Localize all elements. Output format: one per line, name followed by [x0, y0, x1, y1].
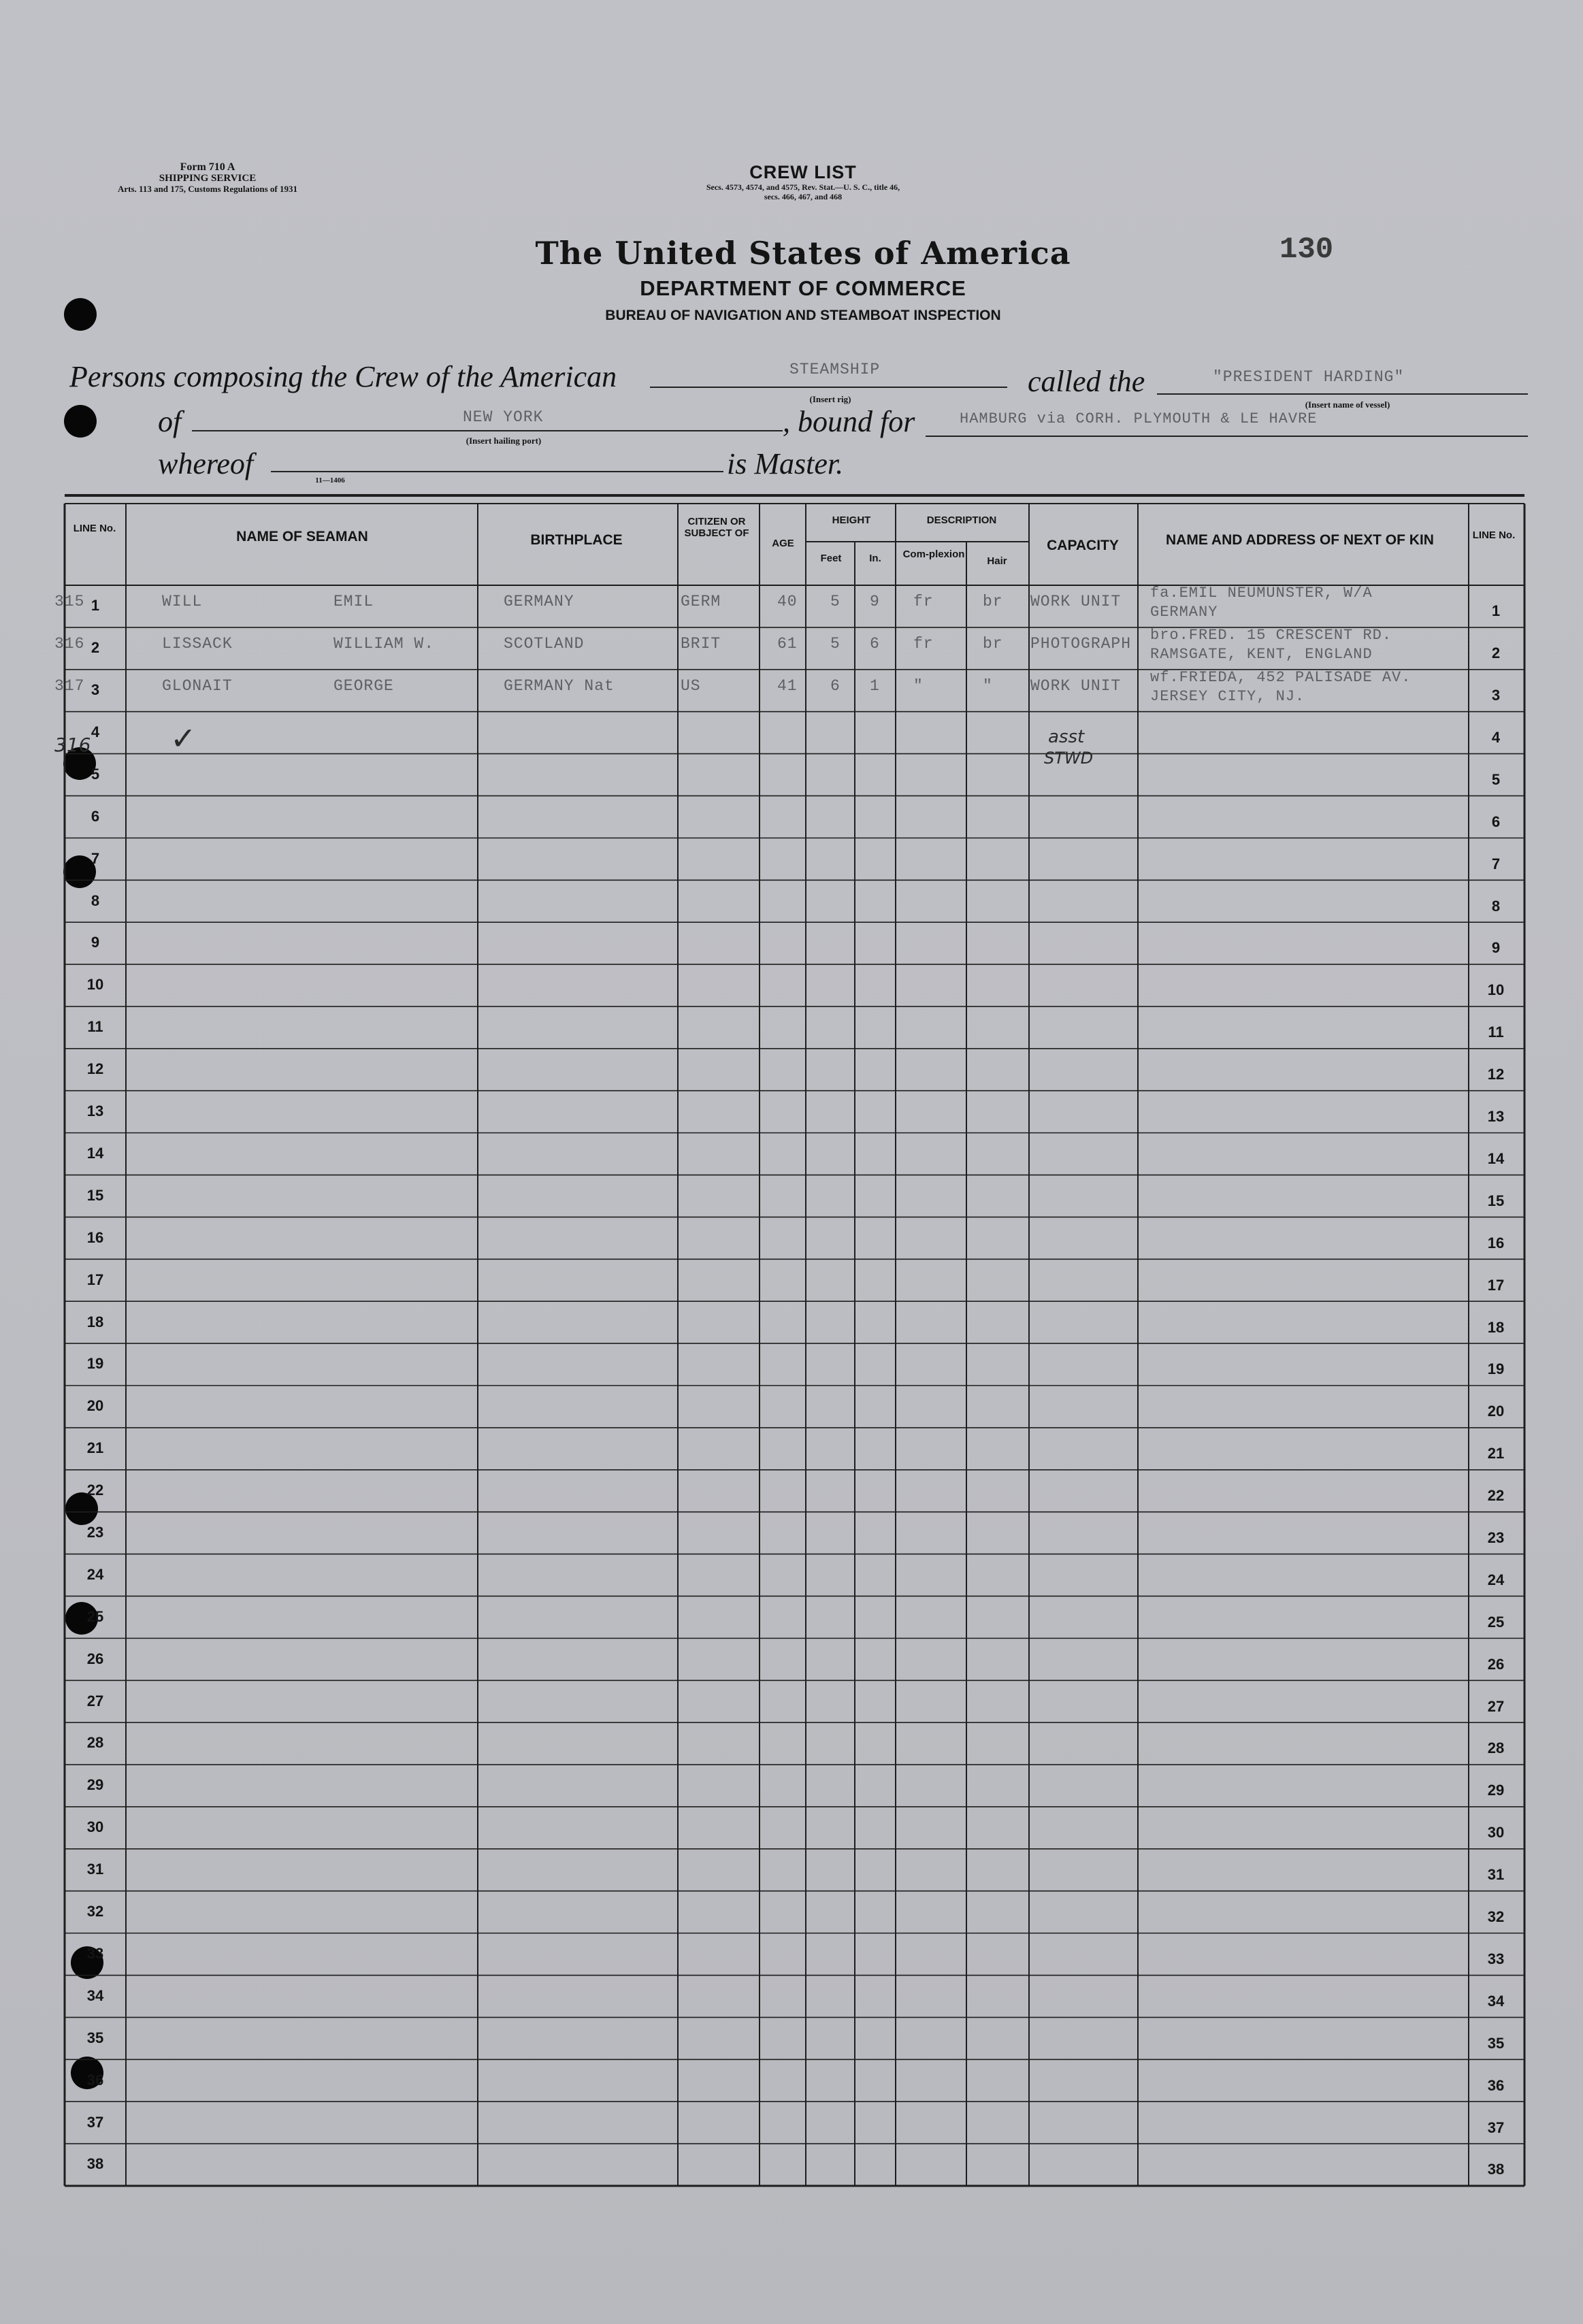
row3-kin-line2: JERSEY CITY, NJ.	[1150, 687, 1305, 705]
of-label: of	[158, 405, 182, 438]
row3-birthplace: GERMANY Nat	[504, 676, 615, 695]
header-inches: In.	[869, 553, 881, 564]
row1-kin-line1: fa.EMIL NEUMUNSTER, W/A	[1150, 585, 1373, 602]
row-number-left: 13	[86, 1102, 104, 1120]
row2-citizen: BRIT	[681, 635, 721, 653]
row-number-right: 34	[1487, 1992, 1505, 2010]
row2-kin-line1: bro.FRED. 15 CRESCENT RD.	[1150, 627, 1392, 644]
persons-label: Persons composing the Crew of the American	[69, 360, 617, 393]
port-value: NEW YORK	[463, 408, 544, 426]
row-number-left: 24	[86, 1565, 104, 1583]
row-number-right: 30	[1487, 1824, 1505, 1842]
header-age: AGE	[772, 538, 794, 549]
row-number-left: 16	[86, 1228, 104, 1246]
bound-label: , bound for	[783, 405, 915, 438]
row-number-left: 19	[86, 1355, 104, 1373]
row4-margin-number: 316	[54, 734, 91, 756]
row-number-right: 36	[1487, 2076, 1505, 2094]
row-number-right: 16	[1487, 1234, 1505, 1251]
row-number-left: 35	[86, 2029, 104, 2046]
row2-margin: 316	[54, 635, 85, 653]
row-number-right: 31	[1487, 1866, 1505, 1884]
form-service: SHIPPING SERVICE	[159, 172, 257, 184]
called-label: called the	[1028, 365, 1145, 398]
row-number-right: 28	[1487, 1739, 1505, 1757]
row1-given: EMIL	[333, 593, 374, 611]
header-description: DESCRIPTION	[926, 514, 997, 526]
row2-capacity: PHOTOGRAPH	[1030, 635, 1132, 653]
stamped-page-number: 130	[1279, 233, 1334, 267]
row1-capacity: WORK UNIT	[1030, 593, 1122, 611]
row3-feet: 6	[830, 676, 841, 695]
row-number-right: 6	[1491, 813, 1501, 830]
row-number-right: 5	[1491, 770, 1501, 788]
row2-birthplace: SCOTLAND	[504, 635, 585, 653]
row4-capacity-line2: STWD	[1044, 749, 1094, 768]
row3-kin-line1: wf.FRIEDA, 452 PALISADE AV.	[1150, 668, 1411, 686]
master-label: is Master.	[727, 447, 844, 480]
row-number-left: 34	[86, 1986, 104, 2004]
row-number-right: 33	[1487, 1950, 1505, 1967]
row-number-right: 27	[1487, 1697, 1505, 1715]
row-number-right: 23	[1487, 1529, 1505, 1546]
row-number-left: 18	[86, 1313, 104, 1330]
header-feet: Feet	[820, 553, 842, 564]
row-number-left: 33	[86, 1944, 104, 1962]
row-number-left: 3	[91, 681, 100, 699]
row2-given: WILLIAM W.	[333, 635, 435, 653]
row-number-left: 4	[91, 723, 100, 740]
row3-age: 41	[777, 676, 798, 695]
row-number-left: 6	[91, 807, 100, 825]
port-hint: (Insert hailing port)	[466, 436, 542, 446]
header-birthplace: BIRTHPLACE	[530, 532, 623, 548]
row-number-left: 17	[86, 1271, 104, 1288]
row-number-right: 2	[1491, 644, 1501, 662]
row-number-right: 10	[1487, 981, 1505, 999]
row-number-right: 8	[1491, 897, 1501, 915]
row-number-left: 9	[91, 934, 100, 951]
row1-surname: WILL	[162, 593, 203, 611]
row4-checkmark: ✓	[170, 720, 197, 757]
row1-margin: 315	[54, 593, 85, 611]
row2-hair: br	[983, 635, 1003, 653]
row-number-left: 22	[86, 1482, 104, 1499]
row4-capacity-line1: asst	[1048, 727, 1085, 747]
header-hair: Hair	[987, 555, 1007, 567]
row-number-left: 8	[91, 891, 100, 909]
row3-margin: 317	[54, 676, 85, 695]
row-number-left: 15	[86, 1186, 104, 1204]
row1-complexion: fr	[913, 593, 934, 611]
row-number-left: 28	[86, 1734, 104, 1752]
row-number-right: 13	[1487, 1108, 1505, 1126]
row-number-left: 32	[86, 1903, 104, 1920]
header-complexion: Com-plexion	[902, 549, 965, 560]
header-line-no: LINE No.	[73, 523, 116, 534]
row3-hair: "	[983, 676, 993, 695]
form-articles: Arts. 113 and 175, Customs Regulations of 1931	[118, 183, 297, 194]
row-number-right: 14	[1487, 1149, 1505, 1167]
row-number-right: 22	[1487, 1487, 1505, 1505]
row1-kin-line2: GERMANY	[1150, 604, 1218, 621]
form-number: Form 710 A	[180, 161, 235, 173]
row-number-left: 12	[86, 1060, 104, 1078]
row3-capacity: WORK UNIT	[1030, 676, 1122, 695]
row3-surname: GLONAIT	[162, 676, 233, 695]
row-number-right: 18	[1487, 1318, 1505, 1336]
row-number-left: 30	[86, 1818, 104, 1836]
row-number-left: 26	[86, 1650, 104, 1667]
row-number-right: 7	[1491, 855, 1501, 872]
row-number-right: 35	[1487, 2034, 1505, 2052]
row-number-left: 37	[86, 2113, 104, 2131]
header-name-of-seaman: NAME OF SEAMAN	[236, 529, 368, 544]
row-number-left: 29	[86, 1776, 104, 1794]
destination-value: HAMBURG via CORH. PLYMOUTH & LE HAVRE	[960, 410, 1318, 427]
print-code: 11—1406	[315, 476, 345, 485]
row3-inches: 1	[870, 676, 880, 695]
statute-sections-2: secs. 466, 467, and 468	[764, 191, 843, 201]
header-citizen: CITIZEN OR SUBJECT OF	[684, 516, 749, 540]
department-heading: DEPARTMENT OF COMMERCE	[640, 276, 966, 300]
row1-birthplace: GERMANY	[504, 593, 574, 611]
row-number-right: 21	[1487, 1445, 1505, 1462]
row2-surname: LISSACK	[162, 635, 233, 653]
row-number-left: 20	[86, 1397, 104, 1415]
row1-citizen: GERM	[681, 593, 721, 611]
row-number-right: 17	[1487, 1276, 1505, 1294]
row1-hair: br	[983, 593, 1003, 611]
row1-age: 40	[777, 593, 798, 611]
row-number-right: 38	[1487, 2161, 1505, 2178]
row-number-left: 23	[86, 1524, 104, 1541]
row-number-right: 15	[1487, 1192, 1505, 1209]
row3-citizen: US	[681, 676, 701, 695]
whereof-label: whereof	[158, 447, 254, 480]
row-number-right: 37	[1487, 2118, 1505, 2136]
row-number-left: 11	[87, 1018, 103, 1036]
header-capacity: CAPACITY	[1047, 538, 1119, 553]
row-number-right: 20	[1487, 1403, 1505, 1420]
rig-hint: (Insert rig)	[809, 394, 851, 404]
row-number-left: 31	[86, 1861, 104, 1878]
header-next-of-kin: NAME AND ADDRESS OF NEXT OF KIN	[1166, 532, 1434, 548]
row1-inches: 9	[870, 593, 880, 611]
row-number-left: 10	[86, 976, 104, 994]
row-number-left: 2	[91, 639, 100, 657]
row-number-left: 1	[91, 597, 100, 615]
row2-complexion: fr	[913, 635, 934, 653]
row2-inches: 6	[870, 635, 880, 653]
row-number-right: 29	[1487, 1782, 1505, 1799]
row1-feet: 5	[830, 593, 841, 611]
row-number-right: 1	[1491, 602, 1501, 620]
row-number-right: 25	[1487, 1613, 1505, 1631]
row-number-left: 21	[86, 1439, 104, 1457]
row2-age: 61	[777, 635, 798, 653]
rig-value: STEAMSHIP	[789, 361, 881, 378]
row-number-left: 25	[86, 1607, 104, 1625]
row-number-left: 27	[86, 1692, 104, 1709]
row-number-left: 36	[86, 2071, 104, 2089]
vessel-value: "PRESIDENT HARDING"	[1213, 368, 1405, 386]
row-number-right: 4	[1491, 729, 1501, 746]
row2-feet: 5	[830, 635, 841, 653]
row-number-right: 19	[1487, 1360, 1505, 1378]
row2-kin-line2: RAMSGATE, KENT, ENGLAND	[1150, 646, 1373, 664]
country-heading: The United States of America	[535, 235, 1071, 272]
row-number-left: 5	[91, 765, 100, 783]
header-height: HEIGHT	[832, 514, 871, 526]
header-line-no-right: LINE No.	[1472, 529, 1516, 541]
row-number-right: 12	[1487, 1066, 1505, 1083]
row-number-left: 14	[86, 1144, 104, 1162]
row-number-right: 32	[1487, 1908, 1505, 1926]
statute-sections: Secs. 4573, 4574, and 4575, Rev. Stat.—U. S. C., title 46,	[706, 182, 900, 192]
crew-list-title: CREW LIST	[749, 162, 857, 182]
row-number-right: 9	[1491, 939, 1501, 957]
row-number-left: 38	[86, 2155, 104, 2173]
row3-complexion: "	[913, 676, 924, 695]
row-number-right: 3	[1491, 687, 1501, 704]
row-number-left: 7	[91, 849, 100, 867]
row3-given: GEORGE	[333, 676, 394, 695]
row-number-right: 11	[1488, 1024, 1504, 1041]
vessel-hint: (Insert name of vessel)	[1305, 399, 1390, 410]
bureau-heading: BUREAU OF NAVIGATION AND STEAMBOAT INSPECTION	[605, 308, 1001, 323]
row-number-right: 26	[1487, 1655, 1505, 1673]
row-number-right: 24	[1487, 1571, 1505, 1588]
